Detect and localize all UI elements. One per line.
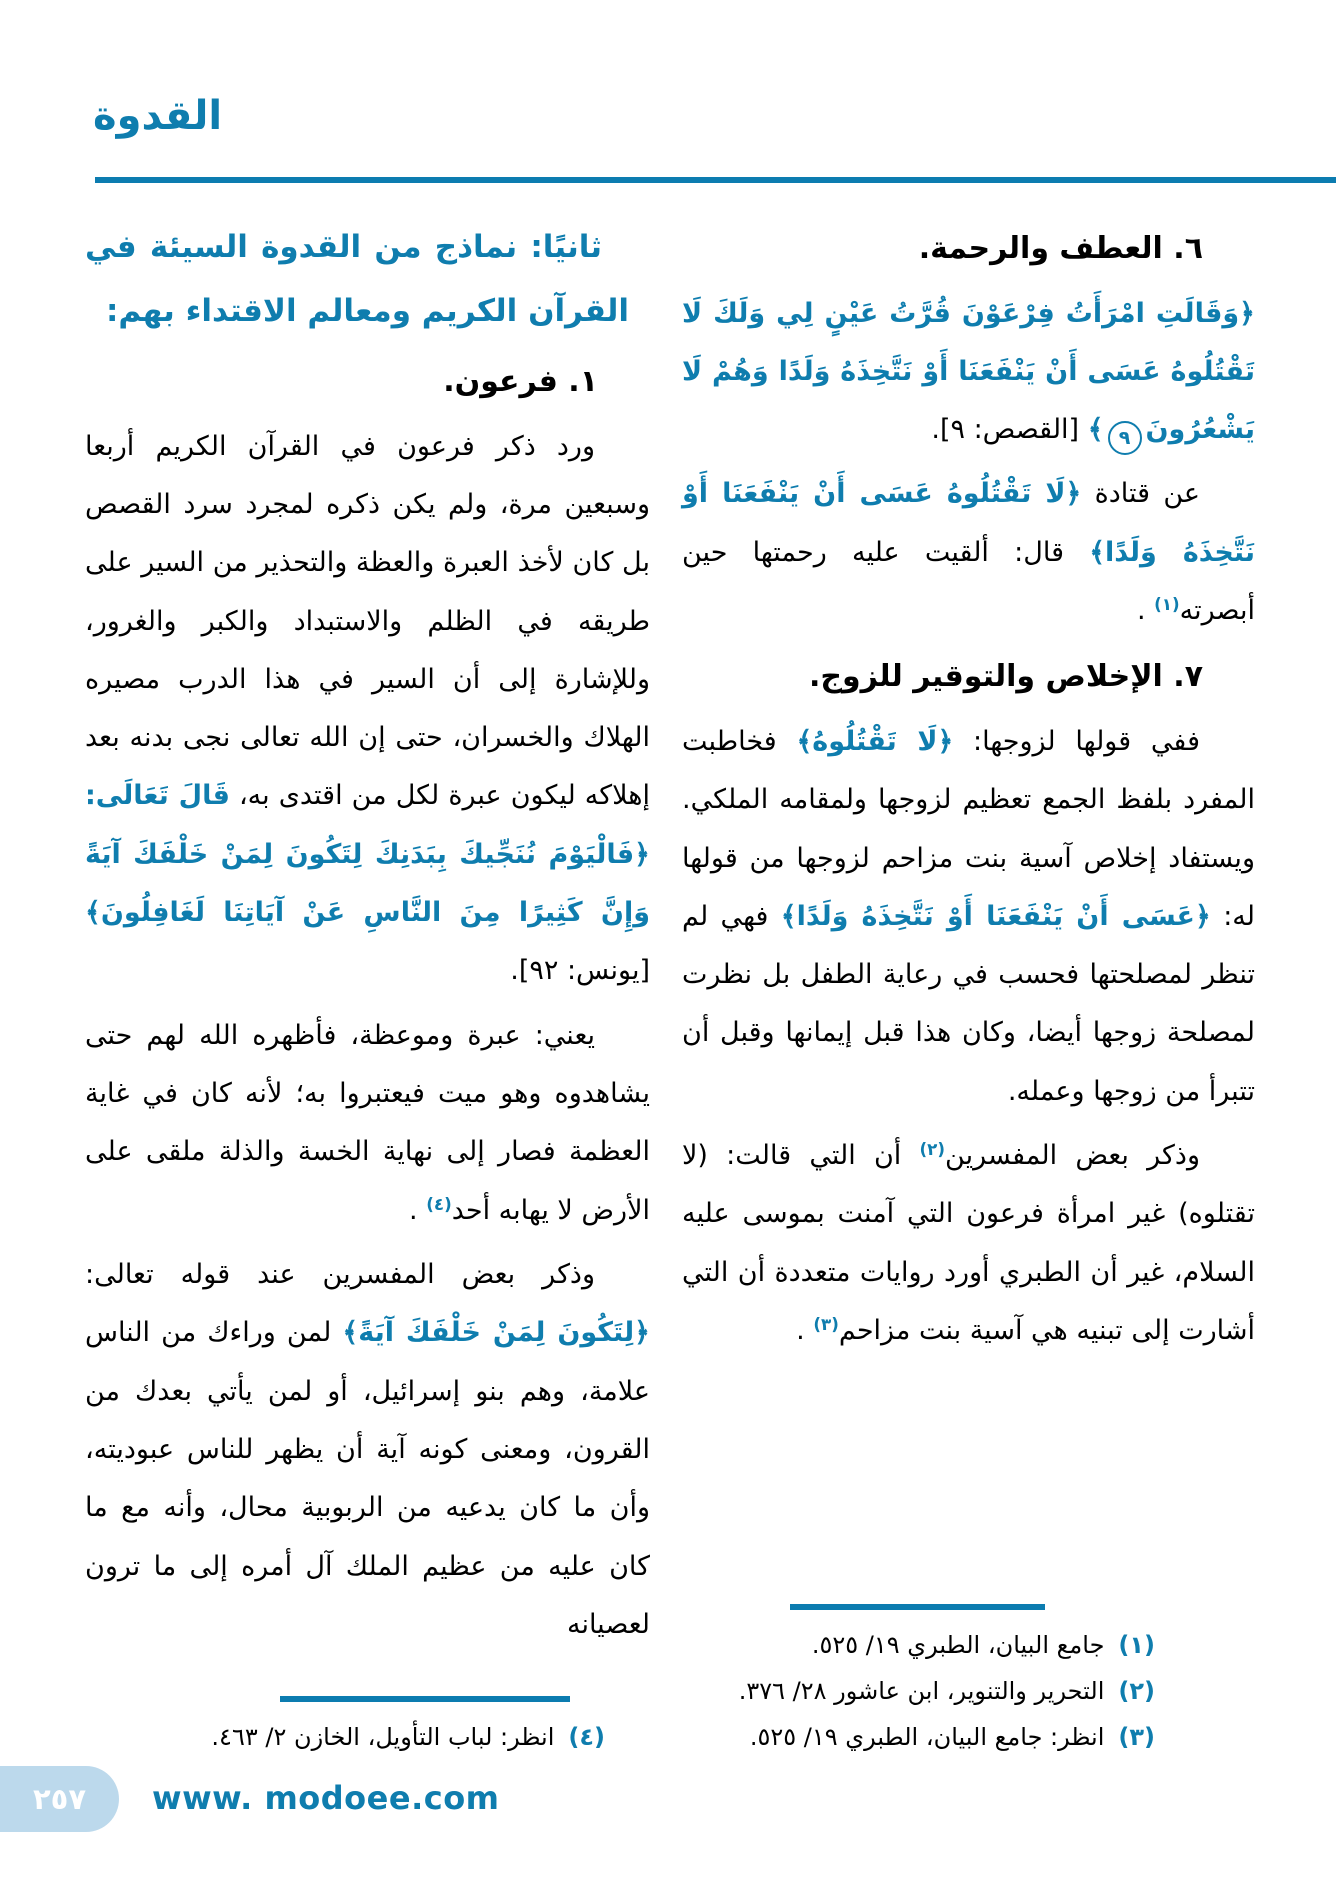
footnote (682, 1714, 1255, 1760)
footnote (682, 1668, 1255, 1714)
body-text: عن قتادة (1081, 478, 1200, 510)
footnote-ref: (١) (1154, 594, 1180, 615)
right-column-footnotes (682, 1604, 1255, 1760)
body-text: ٦. العطف والرحمة. (918, 231, 1203, 266)
footnote-divider (790, 1604, 1045, 1610)
section-heading (682, 220, 1255, 279)
quran-verse-text: ﴿لَا تَقْتُلُوهُ﴾ (796, 725, 954, 757)
body-text: [القصص: ٩]. (931, 414, 1088, 446)
body-text: قال: ألقيت عليه رحمتها حين أبصرته (673, 536, 1255, 627)
page-number: ٢٥٧ (32, 1782, 87, 1816)
paragraph (672, 465, 1256, 640)
footnote-number: (٣) (1118, 1722, 1155, 1751)
footnote-text: التحرير والتنوير، ابن عاشور ٢٨/ ٣٧٦. (738, 1676, 1105, 1705)
section-heading (682, 648, 1255, 707)
body-text: وذكر بعض المفسرين عند قوله تعالى: (76, 1258, 595, 1290)
footnote-text: انظر: جامع البيان، الطبري ١٩/ ٥٢٥. (749, 1722, 1105, 1751)
footnote-ref: (٢) (919, 1139, 946, 1160)
section-heading (85, 353, 650, 412)
paragraph (673, 713, 1255, 1121)
footnote (682, 1622, 1255, 1668)
footnote (85, 1714, 650, 1760)
body-text: ١. فرعون. (443, 364, 598, 400)
left-column (74, 212, 650, 1760)
left-column-text (74, 212, 650, 1660)
body-text: يعني: عبرة وموعظة، فأظهره الله لهم حتى يشاهدوه وهو ميت فيعتبروا به؛ لأنه كان في غاية العظمة فصار إلى نهاية الخسة والذلة ملقى على الأرض لا يهابه أحد (76, 1019, 650, 1226)
body-text: . (409, 1194, 427, 1226)
quran-verse-text: ﴿وَقَالَتِ امْرَأَتُ فِرْعَوْنَ قُرَّتُ عَيْنٍ لِي وَلَكَ لَا تَقْتُلُوهُ عَسَى أَنْ يَنْفَعَنَا أَوْ نَتَّخِذَهُ وَلَدًا وَهُمْ لَا يَشْعُرُونَ (672, 297, 1255, 446)
paragraph (673, 1127, 1255, 1360)
ayah-number: ٩ (1108, 421, 1142, 455)
body-text: ففي قولها لزوجها: (953, 725, 1200, 757)
footnote-number: (٢) (1118, 1676, 1155, 1705)
right-column-text (672, 212, 1256, 1366)
right-column (672, 212, 1256, 1760)
footnote-list (682, 1622, 1255, 1760)
footnote-number: (٤) (568, 1722, 605, 1751)
body-text: فهي لم تنظر لمصلحتها فحسب في رعاية الطفل بل نظرت لمصلحة زوجها أيضا، وكان هذا قبل إيمانها وقبل أن تتبرأ من زوجها وعمله. (673, 900, 1255, 1107)
body-text: ورد ذكر فرعون في القرآن الكريم أربعا وسبعين مرة، ولم يكن ذكره لمجرد سرد القصص بل كان لأخذ العبرة والعظة والتحذير من السير على طريقه في الظلم والاستبداد والكبر والغرور، وللإشارة إلى أن السير في هذا الدرب مصيره الهلاك والخسران، حتى إن الله تعالى نجى بدنه بعد إهلاكه ليكون عبرة لكل من اقتدى به، (76, 430, 650, 812)
body-text: لمن وراءك من الناس علامة، وهم بنو إسرائيل، أو لمن يأتي بعدك من القرون، ومعنى كونه آية أن يظهر للناس عبوديته، وأن ما كان يدعيه من الربوبية محال، وأنه مع ما كان عليه من عظيم الملك آل أمره إلى ما ترون لعصيانه (76, 1317, 650, 1640)
footnote-ref: (٤) (426, 1193, 452, 1214)
website-url: www. modoee.com (152, 1779, 500, 1817)
header-rule (95, 177, 1336, 183)
paragraph (75, 418, 650, 1001)
page-number-badge (0, 1766, 119, 1832)
accent-text: ثانيًا: نماذج من القدوة السيئة في القرآن الكريم ومعالم الاقتداء بهم: (74, 229, 630, 329)
body-text: ٧. الإخلاص والتوقير للزوج. (808, 659, 1203, 695)
section-heading (74, 216, 650, 343)
body-text: . (1136, 595, 1155, 627)
quran-verse-text: ﴿لِتَكُونَ لِمَنْ خَلْفَكَ آيَةً﴾ (342, 1317, 650, 1349)
left-column-footnotes (85, 1696, 650, 1760)
footnote-divider (280, 1696, 570, 1702)
footnote-ref: (٣) (813, 1314, 839, 1334)
body-text: وذكر بعض المفسرين (945, 1140, 1200, 1172)
accent-text: قَالَ تَعَالَى: (75, 780, 230, 812)
footnote-number: (١) (1118, 1630, 1155, 1659)
paragraph (672, 285, 1255, 460)
footnote-text: جامع البيان، الطبري ١٩/ ٥٢٥. (811, 1630, 1105, 1659)
body-text: . (796, 1315, 814, 1346)
quran-verse-text: ﴿فَالْيَوْمَ نُنَجِّيكَ بِبَدَنِكَ لِتَكُونَ لِمَنْ خَلْفَكَ آيَةً وَإِنَّ كَثِيرًا مِنَ النَّاسِ عَنْ آيَاتِنَا لَغَافِلُونَ﴾ (75, 838, 650, 929)
body-text: أن التي قالت: (لا تقتلوه) غير امرأة فرعون التي آمنت بموسى عليه السلام، غير أن الطبري أورد روايات متعددة أن التي أشارت إلى تبنيه هي آسية بنت مزاحم (673, 1140, 1255, 1346)
running-header-title: القدوة (93, 93, 223, 139)
body-text: فخاطبت المفرد بلفظ الجمع تعظيم لزوجها ولمقامه الملكي. ويستفاد إخلاص آسية بنت مزاحم لزوجها من قولها له: (673, 725, 1255, 932)
footnote-list (85, 1714, 650, 1760)
quran-verse-text: ﴿لَا تَقْتُلُوهُ عَسَى أَنْ يَنْفَعَنَا أَوْ نَتَّخِذَهُ وَلَدًا﴾ (672, 478, 1256, 568)
quran-verse-text: ﴾ (1087, 414, 1104, 446)
quran-verse-text: ﴿عَسَى أَنْ يَنْفَعَنَا أَوْ نَتَّخِذَهُ وَلَدًا﴾ (780, 900, 1211, 932)
footnote-text: انظر: لباب التأويل، الخازن ٢/ ٤٦٣. (211, 1722, 555, 1751)
paragraph (76, 1007, 650, 1240)
paragraph (76, 1246, 650, 1654)
body-text: [يونس: ٩٢]. (76, 897, 650, 987)
